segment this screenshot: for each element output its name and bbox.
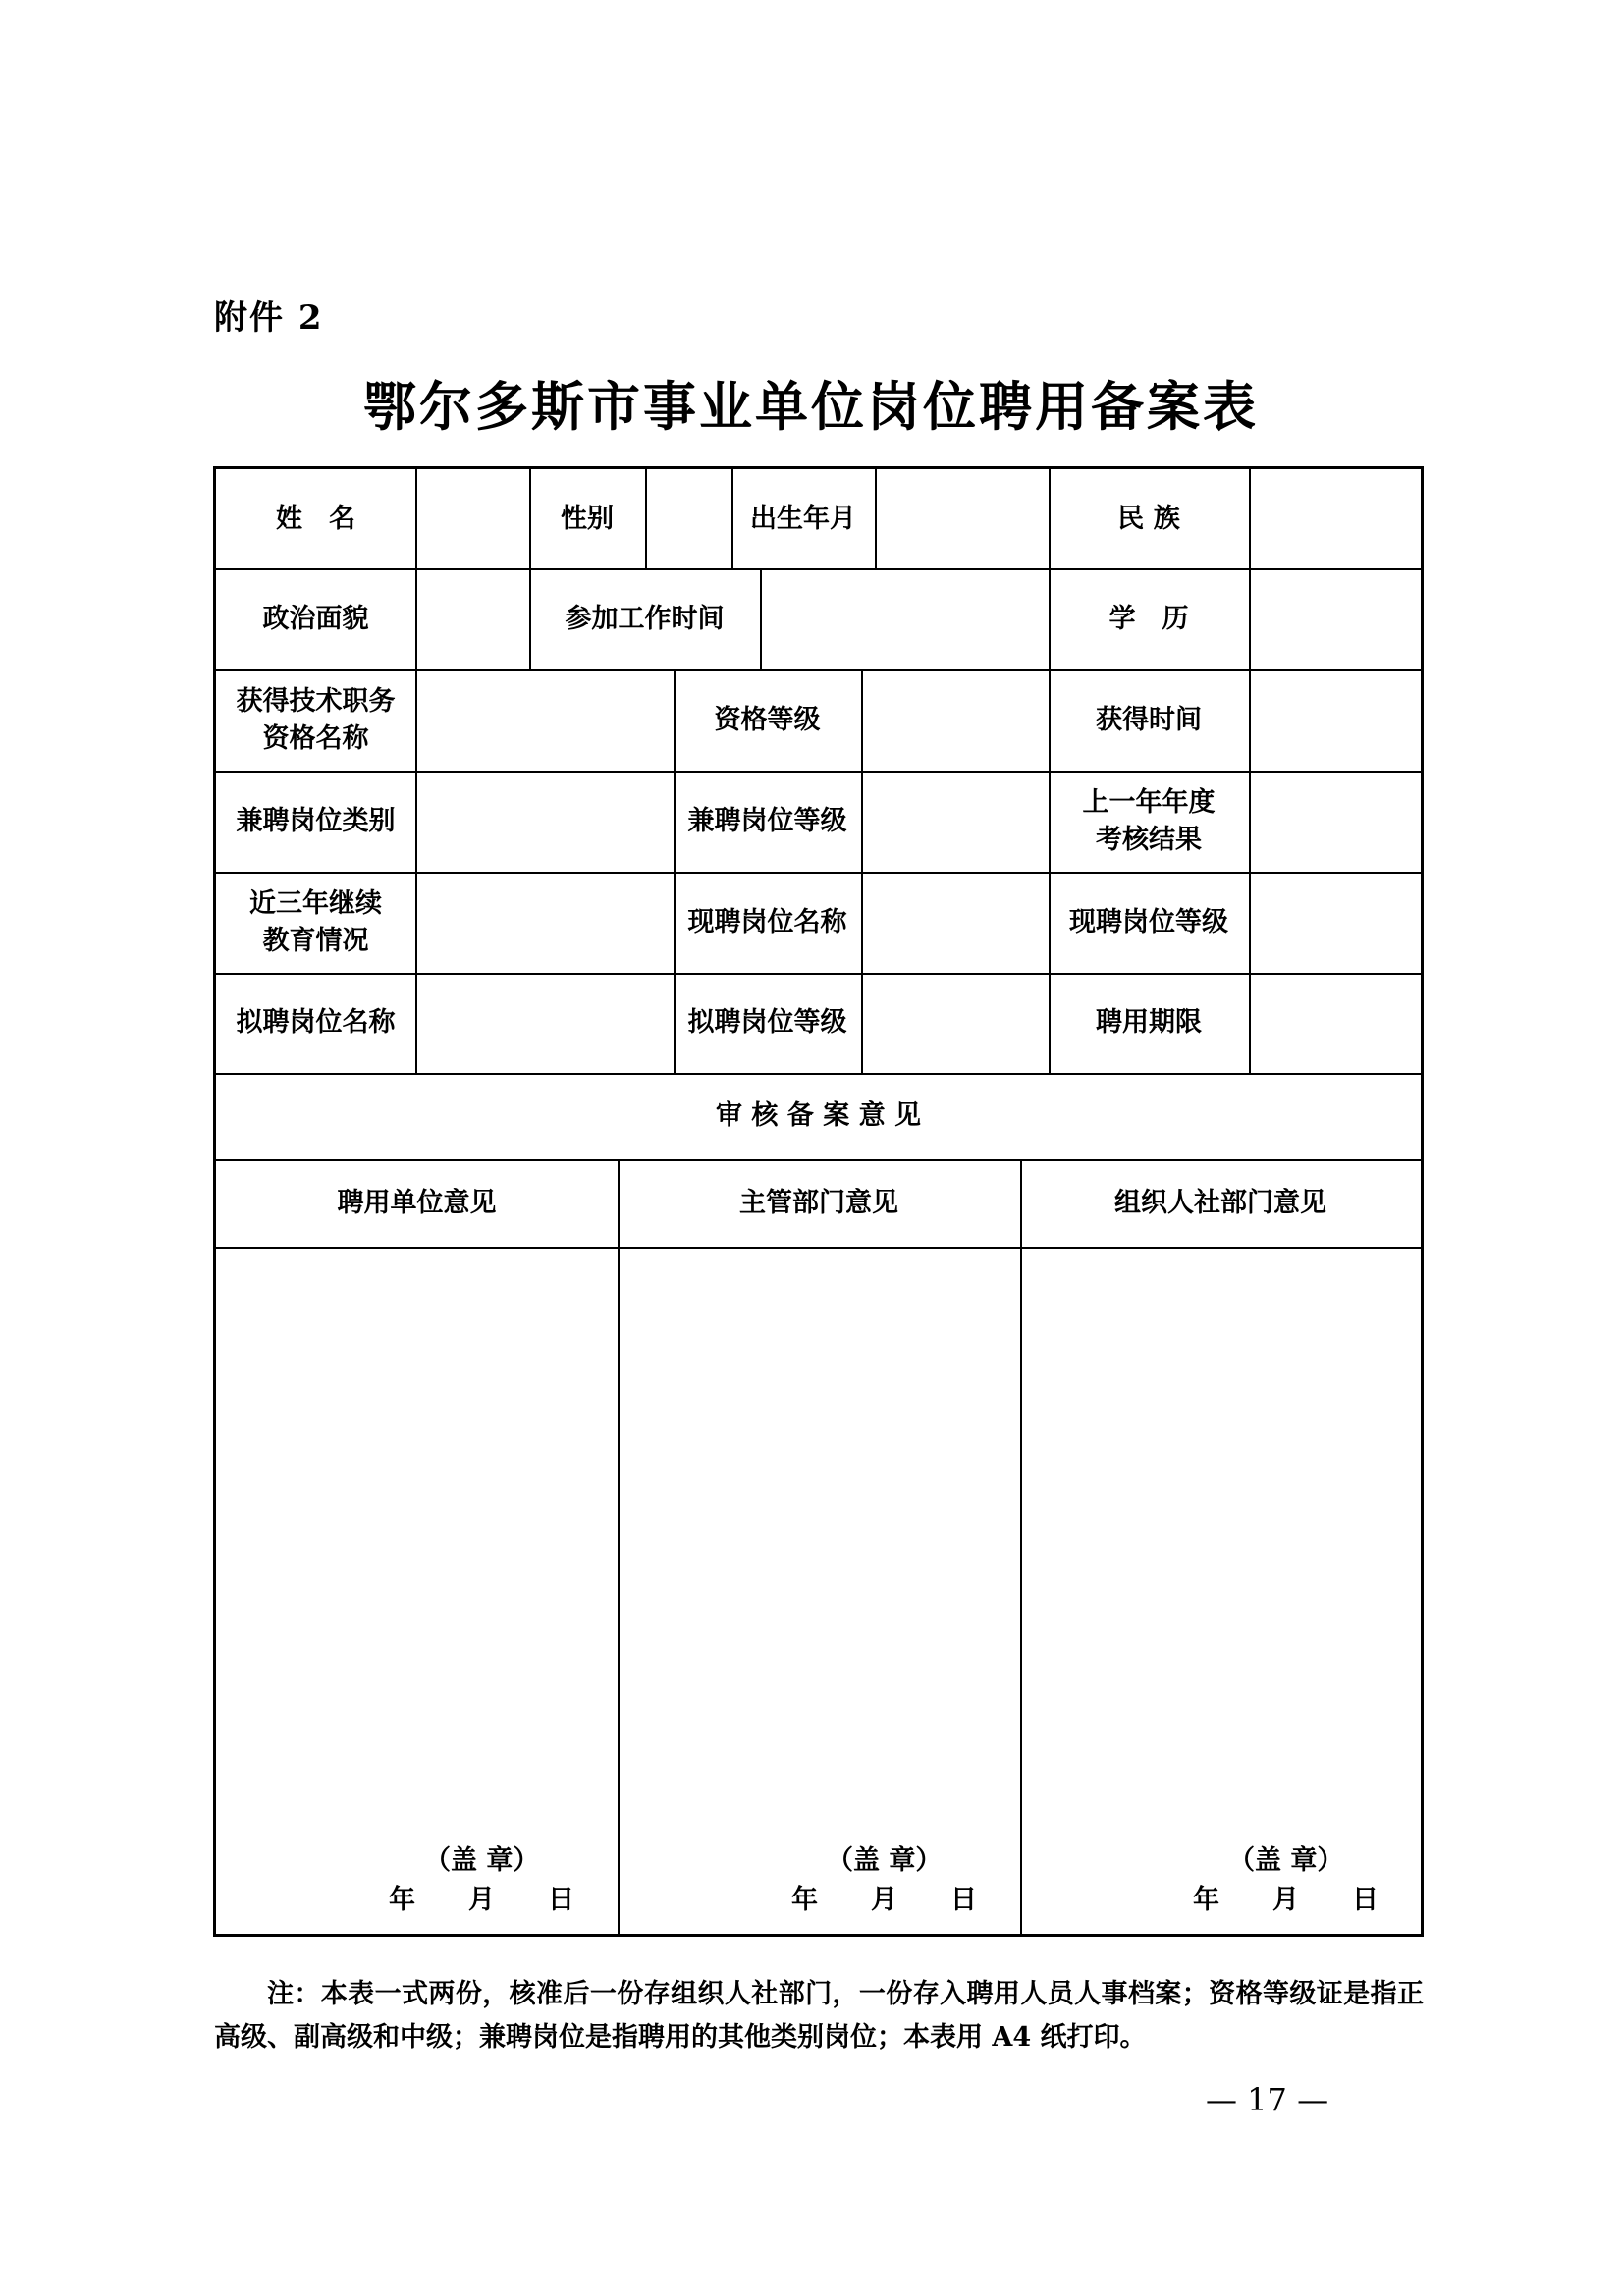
label-supervisor-opinion: 主管部门意见 <box>739 1187 898 1218</box>
label-work-start-time: 参加工作时间 <box>565 603 725 634</box>
seal-label-employer: （盖 章） <box>424 1845 540 1876</box>
label-part-time-level: 兼聘岗位等级 <box>687 805 847 836</box>
label-ethnicity: 民 族 <box>1117 503 1180 534</box>
page-number: — 17 — <box>1206 2081 1329 2118</box>
label-proposed-level: 拟聘岗位等级 <box>687 1007 847 1038</box>
label-current-post: 现聘岗位名称 <box>687 906 847 937</box>
review-heading: 审 核 备 案 意 见 <box>716 1100 921 1131</box>
label-title-qualification: 获得技术职务 资格名称 <box>236 685 396 754</box>
label-continuing-education: 近三年继续 教育情况 <box>249 887 382 956</box>
date-line-supervisor: 年 月 日 <box>791 1885 977 1915</box>
label-birth-date: 出生年月 <box>750 503 856 534</box>
attachment-label: 附件 2 <box>214 298 324 338</box>
label-obtain-time: 获得时间 <box>1096 704 1202 735</box>
label-education: 学 历 <box>1108 603 1189 634</box>
label-last-assessment: 上一年年度 考核结果 <box>1082 786 1216 855</box>
label-qualification-level: 资格等级 <box>714 704 821 735</box>
date-line-hr: 年 月 日 <box>1193 1885 1379 1915</box>
label-hr-opinion: 组织人社部门意见 <box>1114 1187 1326 1218</box>
form-title: 鄂尔多斯市事业单位岗位聘用备案表 <box>363 375 1259 438</box>
seal-label-supervisor: （盖 章） <box>827 1845 943 1876</box>
date-line-employer: 年 月 日 <box>389 1885 574 1915</box>
filing-form-table <box>213 466 1424 1937</box>
label-political-status: 政治面貌 <box>262 603 369 634</box>
label-employer-opinion: 聘用单位意见 <box>337 1187 497 1218</box>
label-name: 姓 名 <box>276 503 355 534</box>
label-proposed-post: 拟聘岗位名称 <box>236 1007 396 1038</box>
footnote: 注：本表一式两份，核准后一份存组织人社部门，一份存入聘用人员人事档案；资格等级证是指正高级、副高级和中级；兼聘岗位是指聘用的其他类别岗位；本表用 A4 纸打印。 <box>214 1979 1424 2053</box>
label-part-time-category: 兼聘岗位类别 <box>236 805 396 836</box>
label-current-level: 现聘岗位等级 <box>1069 906 1228 937</box>
label-gender: 性别 <box>561 503 614 534</box>
seal-label-hr: （盖 章） <box>1228 1845 1344 1876</box>
label-employment-term: 聘用期限 <box>1096 1007 1202 1038</box>
